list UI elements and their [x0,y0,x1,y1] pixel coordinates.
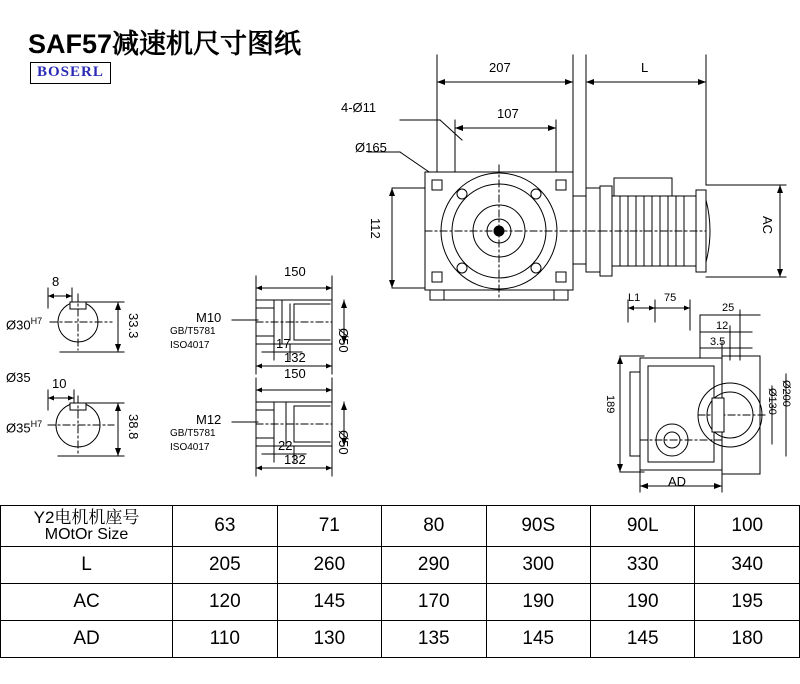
table-header-label-en: MOtOr Size [44,525,129,543]
table-cell: 190 [590,584,694,621]
dim-key-10: 10 [52,376,67,391]
dim-AD: AD [668,474,687,489]
page-title: SAF57减速机尺寸图纸 [28,29,302,59]
dim-25: 25 [722,302,735,314]
dim-hollow1-O50: Ø50 [336,328,351,353]
table-cell: 290 [382,547,486,584]
table-row [1,547,800,584]
dim-12: 12 [716,320,729,332]
dim-112: 112 [368,218,383,239]
table-cell: 195 [695,584,800,621]
table-cell: 100 [695,506,800,547]
dim-shaft1-dia [6,316,42,332]
table-cell: 340 [695,547,800,584]
dim-hollow2-O50: Ø50 [336,430,351,455]
table-cell: 130 [277,621,381,658]
dim-4xO11: 4-Ø11 [341,100,377,115]
brand-logo: BOSERL [30,62,111,84]
table-cell: 90L [590,506,694,547]
dim-hollow2-132: 132 [284,452,306,467]
table-cell: 330 [590,547,694,584]
table-row-label: AC [1,584,173,621]
table-cell: 205 [173,547,277,584]
table-cell: 71 [277,506,381,547]
table-cell: 190 [486,584,590,621]
dim-AC: AC [760,216,775,235]
table-cell: 63 [173,506,277,547]
dim-hollow2-std2: ISO4017 [170,442,210,453]
table-cell: 120 [173,584,277,621]
dim-shaft2-dia [6,419,42,435]
dim-33-3: 33.3 [126,313,141,339]
table-cell: 180 [695,621,800,658]
dim-key-8: 8 [52,274,60,289]
table-row-label: L [1,547,173,584]
table-cell: 260 [277,547,381,584]
table-header-label [1,506,173,547]
dim-hollow1-std1: GB/T5781 [170,326,216,337]
dim-L: L [641,60,649,75]
dim-hollow1-bolt: M10 [196,310,222,325]
table-cell: 110 [173,621,277,658]
spec-table [0,505,800,658]
dim-hollow2-22: 22 [278,438,293,453]
dim-hollow1-17: 17 [276,336,291,351]
dim-107: 107 [497,106,519,121]
table-cell: 90S [486,506,590,547]
dim-38-8: 38.8 [126,414,141,440]
dim-75: 75 [664,292,677,304]
dim-shaft2-tol: H7 [30,419,43,429]
dim-hollow1-std2: ISO4017 [170,340,210,351]
dim-hollow1-150: 150 [284,264,306,279]
dim-O200: Ø200 [780,380,792,407]
dim-hollow2-bolt: M12 [196,412,222,427]
table-row-label: AD [1,621,173,658]
dim-O165: Ø165 [355,140,387,155]
dim-L1: L1 [628,292,641,304]
dim-shaft2-dia-value: Ø35 [6,420,31,436]
dim-O130: Ø130 [766,388,778,415]
dim-hollow2-std1: GB/T5781 [170,428,216,439]
dim-hollow1-132: 132 [284,350,306,365]
dim-3-5: 3.5 [710,336,726,348]
table-header-label-cn: Y2电机机座号 [33,507,140,527]
table-row [1,621,800,658]
dim-shaft2-title: Ø35 [6,370,31,385]
table-cell: 145 [590,621,694,658]
dim-207: 207 [489,60,511,75]
table-cell: 145 [486,621,590,658]
dim-shaft1-tol: H7 [30,316,43,326]
dim-shaft1-dia-value: Ø30 [6,317,31,333]
dim-189: 189 [604,395,616,414]
table-cell: 145 [277,584,381,621]
table-cell: 300 [486,547,590,584]
table-cell: 80 [382,506,486,547]
table-cell: 170 [382,584,486,621]
dim-hollow2-150: 150 [284,366,306,381]
table-row [1,584,800,621]
table-row [1,506,800,547]
table-cell: 135 [382,621,486,658]
